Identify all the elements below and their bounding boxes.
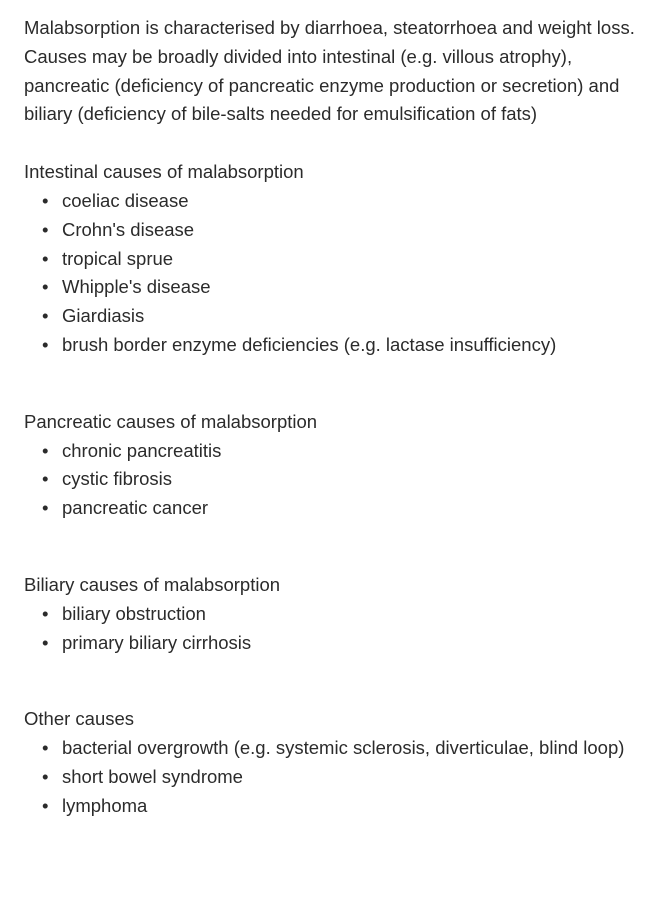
list-item	[42, 465, 642, 494]
list-item-text: cystic fibrosis	[62, 468, 172, 490]
bullet-icon: •	[42, 276, 49, 298]
bullet-icon: •	[42, 247, 49, 269]
bullet-icon: •	[42, 794, 49, 816]
list-item-text: short bowel syndrome	[62, 765, 243, 787]
list-item	[42, 331, 642, 360]
section-title: Pancreatic causes of malabsorption	[24, 410, 318, 432]
bullet-icon: •	[42, 737, 49, 759]
causes-list	[24, 734, 642, 820]
bullet-icon: •	[42, 497, 49, 519]
list-item-text: biliary obstruction	[62, 602, 206, 624]
bullet-icon: •	[42, 439, 49, 461]
bullet-icon: •	[42, 189, 49, 211]
causes-list	[24, 437, 642, 523]
section-intestinal-causes	[24, 158, 642, 360]
section-other-causes	[24, 705, 642, 820]
list-item-text: primary biliary cirrhosis	[62, 631, 252, 653]
list-item	[42, 494, 642, 523]
bullet-icon: •	[42, 218, 49, 240]
section-biliary-causes	[24, 571, 642, 657]
list-item-text: Whipple's disease	[62, 276, 211, 298]
list-item	[42, 187, 642, 216]
list-item-text: lymphoma	[62, 794, 148, 816]
list-item	[42, 245, 642, 274]
causes-list	[24, 187, 642, 360]
list-item-text: tropical sprue	[62, 247, 174, 269]
section-title: Biliary causes of malabsorption	[24, 573, 281, 595]
bullet-icon: •	[42, 333, 49, 355]
list-item	[42, 763, 642, 792]
list-item	[42, 216, 642, 245]
list-item	[42, 273, 642, 302]
list-item-text: coeliac disease	[62, 189, 189, 211]
list-item-text: pancreatic cancer	[62, 497, 209, 519]
list-item-text: bacterial overgrowth (e.g. systemic sclerosis, diverticulae, blind loop)	[62, 737, 625, 759]
list-item-text: Crohn's disease	[62, 218, 195, 240]
bullet-icon: •	[42, 602, 49, 624]
list-item	[42, 600, 642, 629]
list-item	[42, 302, 642, 331]
causes-list	[24, 600, 642, 658]
bullet-icon: •	[42, 631, 49, 653]
list-item	[42, 792, 642, 821]
intro-paragraph: Malabsorption is characterised by diarrhoea, steatorrhoea and weight loss. Causes may be broadly divided into intestinal (e.g. villous atrophy), pancreatic (deficiency of pancreatic enzyme production or secretion) and biliary (deficiency of bile-salts needed for emulsification of fats)	[24, 17, 635, 125]
list-item	[42, 734, 642, 763]
list-item-text: chronic pancreatitis	[62, 439, 222, 461]
bullet-icon: •	[42, 305, 49, 327]
bullet-icon: •	[42, 765, 49, 787]
list-item-text: brush border enzyme deficiencies (e.g. lactase insufficiency)	[62, 333, 557, 355]
section-title: Other causes	[24, 708, 135, 730]
list-item-text: Giardiasis	[62, 305, 145, 327]
section-title: Intestinal causes of malabsorption	[24, 161, 304, 183]
bullet-icon: •	[42, 468, 49, 490]
list-item	[42, 437, 642, 466]
section-pancreatic-causes	[24, 408, 642, 523]
list-item	[42, 629, 642, 658]
